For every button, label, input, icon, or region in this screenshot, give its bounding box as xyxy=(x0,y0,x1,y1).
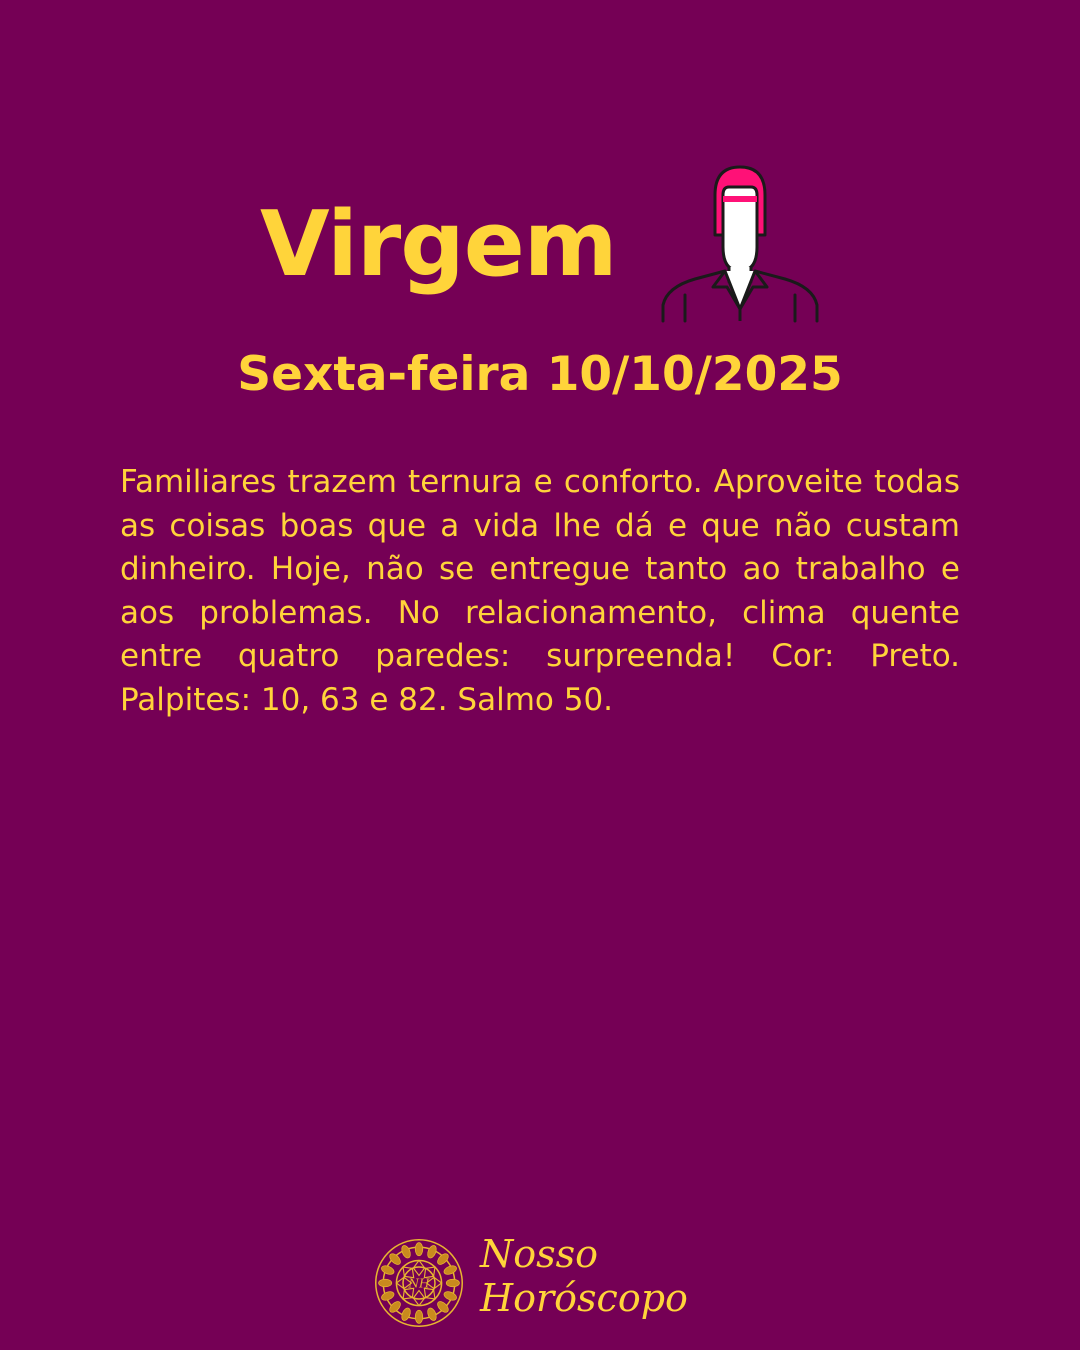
horoscope-date: Sexta-feira 10/10/2025 xyxy=(237,347,843,402)
title-row xyxy=(0,150,1080,330)
mandala-logo-icon xyxy=(372,1236,466,1330)
brand-footer xyxy=(372,1232,712,1328)
woman-avatar-icon xyxy=(655,155,825,325)
sign-title: Virgem xyxy=(260,192,617,297)
logo-monogram: NH xyxy=(408,1276,430,1291)
brand-name-line2: Horóscopo xyxy=(480,1276,688,1320)
brand-name xyxy=(480,1232,688,1320)
brand-name-line1: Nosso xyxy=(480,1232,599,1276)
horoscope-text: Familiares trazem ternura e conforto. Aproveite todas as coisas boas que a vida lhe dá e que não custam dinheiro. Hoje, não se entregue tanto ao trabalho e aos problemas. No relacionamento, clima quente entre quatro paredes: surpreenda! Cor: Preto. Palpites: 10, 63 e 82. Salmo 50. xyxy=(120,464,960,718)
